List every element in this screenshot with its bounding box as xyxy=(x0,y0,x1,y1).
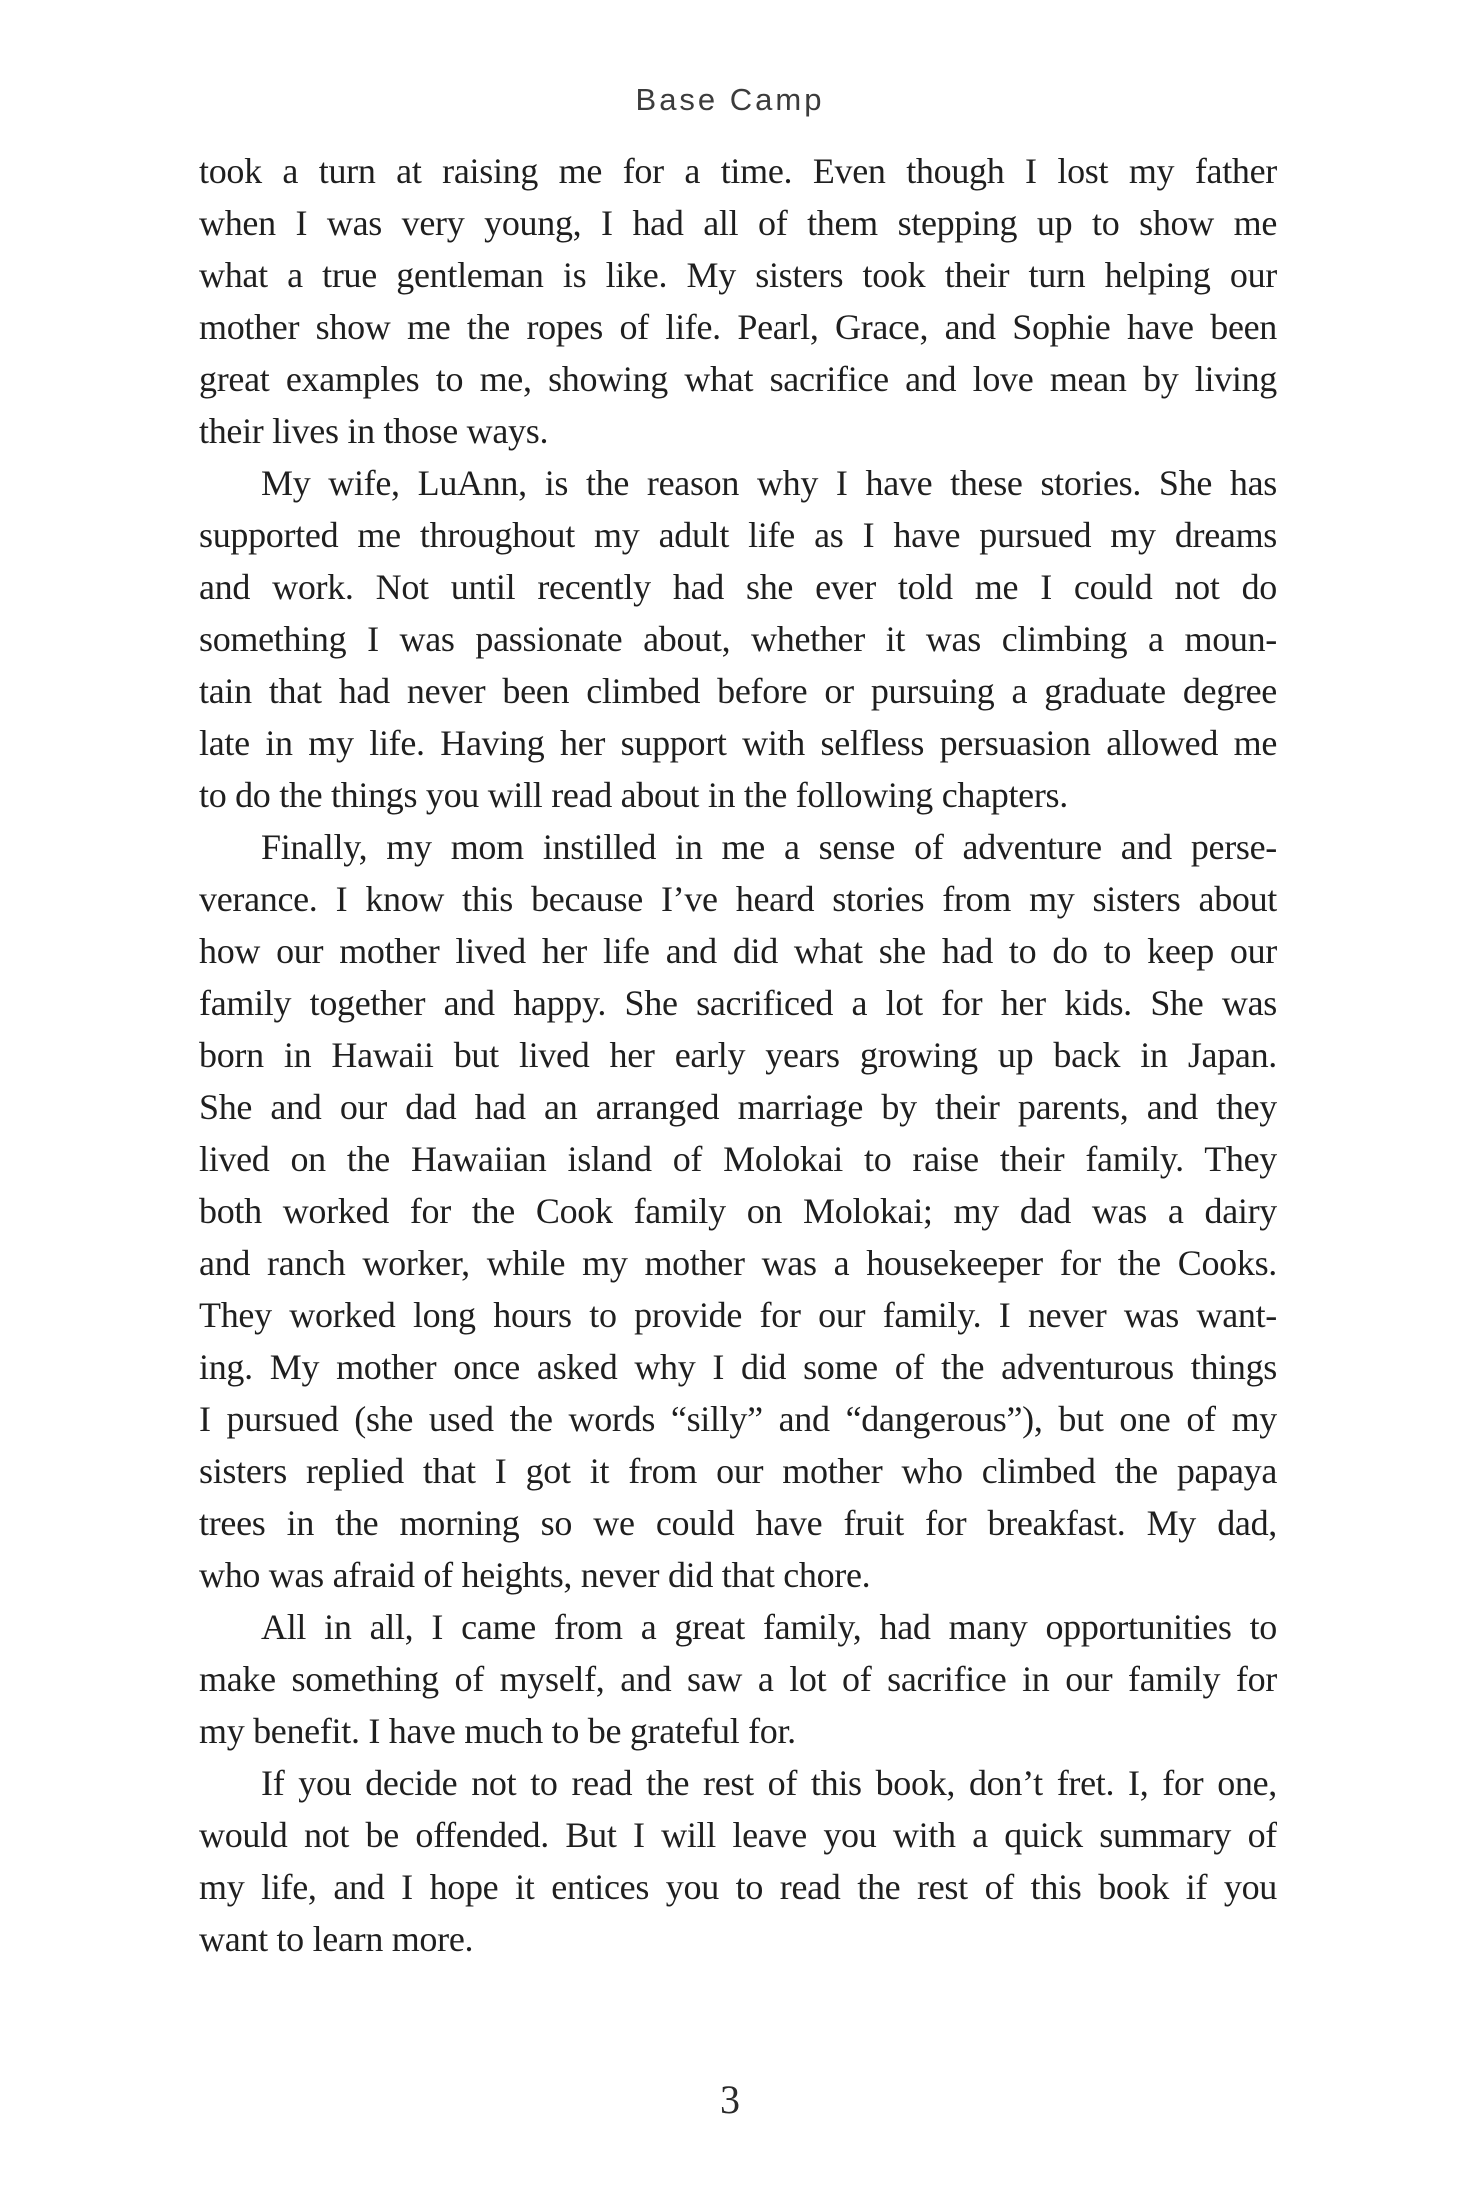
paragraph xyxy=(199,457,1277,821)
text-line: how our mother lived her life and did what she had to do to keep our xyxy=(199,931,1277,971)
text-line: sisters replied that I got it from our mother who climbed the papaya xyxy=(199,1451,1277,1491)
text-line: when I was very young, I had all of them stepping up to show me xyxy=(199,203,1277,243)
text-line: what a true gentleman is like. My sisters took their turn helping our xyxy=(199,255,1277,295)
text-line: great examples to me, showing what sacrifice and love mean by living xyxy=(199,359,1277,399)
running-header: Base Camp xyxy=(635,82,825,117)
text-line: would not be offended. But I will leave you with a quick summary of xyxy=(199,1815,1277,1855)
paragraph xyxy=(199,821,1277,1601)
page-number: 3 xyxy=(720,2077,740,2122)
text-line: to do the things you will read about in the following chapters. xyxy=(199,775,1068,815)
text-line: lived on the Hawaiian island of Molokai to raise their family. They xyxy=(199,1139,1277,1179)
text-line: Finally, my mom instilled in me a sense of adventure and perse- xyxy=(261,827,1277,867)
text-line: who was afraid of heights, never did that chore. xyxy=(199,1555,871,1595)
text-line: their lives in those ways. xyxy=(199,411,549,451)
text-line: They worked long hours to provide for our family. I never was want- xyxy=(199,1295,1277,1335)
text-line: tain that had never been climbed before or pursuing a graduate degree xyxy=(199,671,1277,711)
paragraph xyxy=(199,145,1277,457)
text-line: and work. Not until recently had she ever told me I could not do xyxy=(199,567,1277,607)
text-line: took a turn at raising me for a time. Even though I lost my father xyxy=(199,151,1277,191)
text-line: She and our dad had an arranged marriage by their parents, and they xyxy=(199,1087,1277,1127)
paragraph xyxy=(199,1757,1277,1965)
text-line: supported me throughout my adult life as I have pursued my dreams xyxy=(199,515,1277,555)
text-line: All in all, I came from a great family, had many opportunities to xyxy=(261,1607,1277,1647)
text-line: my benefit. I have much to be grateful for. xyxy=(199,1711,796,1751)
text-line: both worked for the Cook family on Molokai; my dad was a dairy xyxy=(199,1191,1277,1231)
text-line: want to learn more. xyxy=(199,1919,474,1959)
text-line: born in Hawaii but lived her early years growing up back in Japan. xyxy=(199,1035,1277,1075)
text-line: late in my life. Having her support with selfless persuasion allowed me xyxy=(199,723,1277,763)
text-line: and ranch worker, while my mother was a housekeeper for the Cooks. xyxy=(199,1243,1277,1283)
body-text xyxy=(199,145,1277,1965)
text-line: If you decide not to read the rest of this book, don’t fret. I, for one, xyxy=(261,1763,1277,1803)
text-line: mother show me the ropes of life. Pearl, Grace, and Sophie have been xyxy=(199,307,1277,347)
text-line: my life, and I hope it entices you to read the rest of this book if you xyxy=(199,1867,1277,1907)
text-line: verance. I know this because I’ve heard stories from my sisters about xyxy=(199,879,1277,919)
text-line: make something of myself, and saw a lot of sacrifice in our family for xyxy=(199,1659,1277,1699)
text-line: something I was passionate about, whether it was climbing a moun- xyxy=(199,619,1277,659)
text-line: family together and happy. She sacrificed a lot for her kids. She was xyxy=(199,983,1277,1023)
text-line: I pursued (she used the words “silly” and “dangerous”), but one of my xyxy=(199,1399,1277,1439)
text-line: trees in the morning so we could have fruit for breakfast. My dad, xyxy=(199,1503,1277,1543)
paragraph xyxy=(199,1601,1277,1757)
text-line: ing. My mother once asked why I did some of the adventurous things xyxy=(199,1347,1277,1387)
text-line: My wife, LuAnn, is the reason why I have these stories. She has xyxy=(261,463,1277,503)
